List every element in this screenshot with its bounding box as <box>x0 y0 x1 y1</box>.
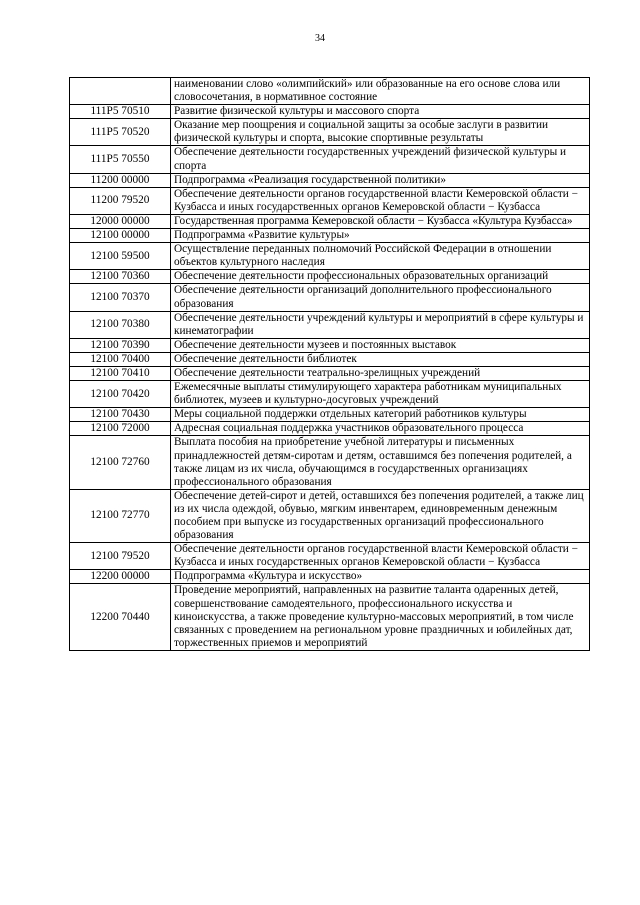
row-description: Обеспечение деятельности профессиональных образовательных организаций <box>171 270 590 284</box>
table-row <box>70 584 590 650</box>
table-row <box>70 105 590 119</box>
row-description: Обеспечение деятельности учреждений культуры и мероприятий в сфере культуры и кинематографии <box>171 311 590 338</box>
row-code <box>70 78 171 105</box>
table-row <box>70 543 590 570</box>
row-description: Обеспечение деятельности музеев и постоянных выставок <box>171 338 590 352</box>
table-row <box>70 284 590 311</box>
table-row <box>70 422 590 436</box>
budget-code-table <box>69 77 590 651</box>
row-description: Обеспечение деятельности библиотек <box>171 352 590 366</box>
row-code: 12100 70390 <box>70 338 171 352</box>
table-row <box>70 146 590 173</box>
row-code: 12100 70380 <box>70 311 171 338</box>
table-row <box>70 119 590 146</box>
row-code: 12200 70440 <box>70 584 171 650</box>
row-code: 12100 70430 <box>70 408 171 422</box>
row-code: 111Р5 70510 <box>70 105 171 119</box>
table-row <box>70 229 590 243</box>
page-number: 34 <box>315 33 325 44</box>
table-row <box>70 214 590 228</box>
row-description: наименовании слово «олимпийский» или образованные на его основе слова или словосочетания, в нормативное состояние <box>171 78 590 105</box>
row-code: 12200 00000 <box>70 570 171 584</box>
table-row <box>70 352 590 366</box>
row-description: Ежемесячные выплаты стимулирующего характера работникам муниципальных библиотек, музеев и культурно-досуговых учреждений <box>171 381 590 408</box>
table-row <box>70 489 590 542</box>
table-row <box>70 436 590 489</box>
row-description: Адресная социальная поддержка участников образовательного процесса <box>171 422 590 436</box>
row-description: Обеспечение деятельности органов государственной власти Кемеровской области − Кузбасса и иных государственных органов Кемеровской области − Кузбасса <box>171 187 590 214</box>
row-code: 12100 70410 <box>70 366 171 380</box>
row-code: 12100 70360 <box>70 270 171 284</box>
row-code: 12100 70370 <box>70 284 171 311</box>
row-description: Меры социальной поддержки отдельных категорий работников культуры <box>171 408 590 422</box>
row-description: Обеспечение деятельности государственных учреждений физической культуры и спорта <box>171 146 590 173</box>
table-row <box>70 570 590 584</box>
row-description: Обеспечение деятельности органов государственной власти Кемеровской области − Кузбасса и иных государственных органов Кемеровской области − Кузбасса <box>171 543 590 570</box>
table-row <box>70 78 590 105</box>
row-description: Развитие физической культуры и массового спорта <box>171 105 590 119</box>
row-description: Оказание мер поощрения и социальной защиты за особые заслуги в развитии физической культуры и спорта, высокие спортивные результаты <box>171 119 590 146</box>
row-code: 11200 79520 <box>70 187 171 214</box>
table-row <box>70 243 590 270</box>
table-row <box>70 408 590 422</box>
table-row <box>70 311 590 338</box>
row-code: 12100 70400 <box>70 352 171 366</box>
row-description: Осуществление переданных полномочий Российской Федерации в отношении объектов культурного наследия <box>171 243 590 270</box>
table-row <box>70 366 590 380</box>
row-code: 12100 59500 <box>70 243 171 270</box>
table-row <box>70 173 590 187</box>
table-row <box>70 270 590 284</box>
table-body <box>70 78 590 651</box>
row-description: Подпрограмма «Культура и искусство» <box>171 570 590 584</box>
row-description: Государственная программа Кемеровской области − Кузбасса «Культура Кузбасса» <box>171 214 590 228</box>
row-code: 12100 72760 <box>70 436 171 489</box>
row-description: Подпрограмма «Реализация государственной политики» <box>171 173 590 187</box>
row-code: 111Р5 70550 <box>70 146 171 173</box>
row-description: Подпрограмма «Развитие культуры» <box>171 229 590 243</box>
table-row <box>70 338 590 352</box>
row-code: 111Р5 70520 <box>70 119 171 146</box>
row-code: 11200 00000 <box>70 173 171 187</box>
row-code: 12000 00000 <box>70 214 171 228</box>
table-row <box>70 187 590 214</box>
row-description: Выплата пособия на приобретение учебной литературы и письменных принадлежностей детям-сиротам и детям, оставшимся без попечения родителей, а также лицам из их числа, обучающимся в государственных организациях профессионального образования <box>171 436 590 489</box>
row-code: 12100 00000 <box>70 229 171 243</box>
row-description: Обеспечение деятельности организаций дополнительного профессионального образования <box>171 284 590 311</box>
row-description: Обеспечение детей-сирот и детей, оставшихся без попечения родителей, а также лиц из их числа одеждой, обувью, мягким инвентарем, единовременным денежным пособием при выпуске из государственных организаций профессионального образования <box>171 489 590 542</box>
table-row <box>70 381 590 408</box>
row-description: Обеспечение деятельности театрально-зрелищных учреждений <box>171 366 590 380</box>
row-code: 12100 72770 <box>70 489 171 542</box>
row-code: 12100 72000 <box>70 422 171 436</box>
row-code: 12100 70420 <box>70 381 171 408</box>
row-description: Проведение мероприятий, направленных на развитие таланта одаренных детей, совершенствование самодеятельного, профессионального искусства и киноискусства, а также проведение культурно-массовых мероприятий, в том числе связанных с проведением на региональном уровне праздничных и юбилейных дат, торжественных приемов и мероприятий <box>171 584 590 650</box>
row-code: 12100 79520 <box>70 543 171 570</box>
